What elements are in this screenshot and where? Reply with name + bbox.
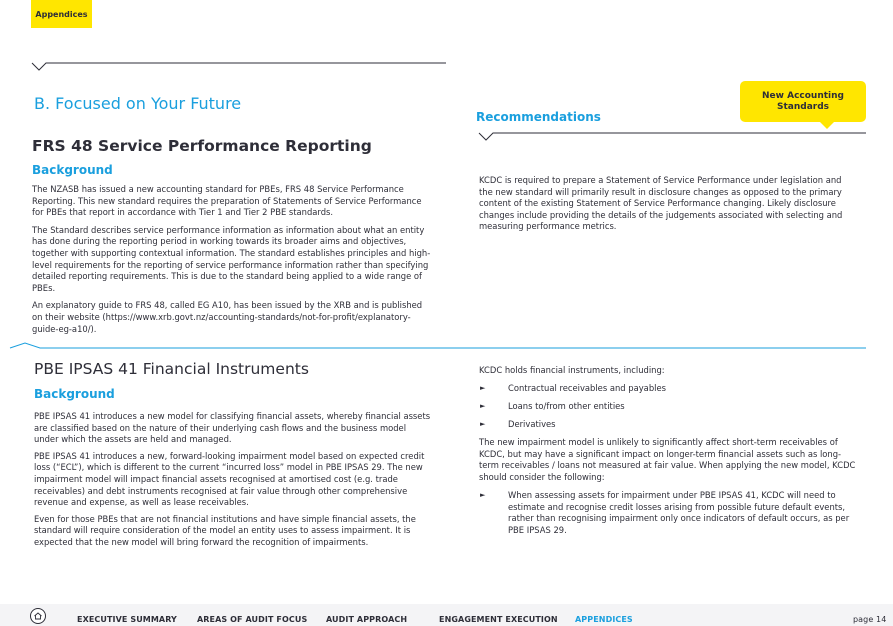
nav-audit-approach[interactable]: AUDIT APPROACH (326, 615, 408, 624)
bullet-icon: ► (480, 491, 486, 499)
list-item-text: When assessing assets for impairment under PBE IPSAS 41, KCDC will need to estimate and recognise credit losses arising from possible future default events, rather than recognising impairment only once indicators of default occurs, as per PBE IPSAS 29. (508, 490, 850, 535)
ipsas41-background-heading: Background (34, 387, 115, 401)
paragraph: An explanatory guide to FRS 48, called EG A10, has been issued by the XRB and is published on their website (https://www.xrb.govt.nz/accounting-standards/not-for-profit/explanatory-guide-eg-a10/). (32, 300, 423, 334)
frs48-body (32, 184, 432, 335)
recommendations-heading: Recommendations (476, 110, 601, 124)
bullet-icon: ► (480, 420, 486, 428)
header-divider (30, 60, 448, 72)
list-item (480, 383, 860, 395)
frs48-background-heading: Background (32, 163, 113, 177)
recommendations-body (479, 175, 857, 233)
home-button[interactable] (30, 608, 46, 624)
section-heading: B. Focused on Your Future (34, 94, 242, 113)
list-item-text: Derivatives (508, 419, 556, 429)
frs48-title: FRS 48 Service Performance Reporting (32, 137, 372, 155)
home-icon (31, 609, 45, 623)
bullet-icon: ► (480, 402, 486, 410)
nav-executive-summary[interactable]: EXECUTIVE SUMMARY (77, 615, 177, 624)
recommendations-divider (477, 130, 868, 142)
paragraph: The new impairment model is unlikely to significantly affect short-term receivables of KCDC, but may have a significant impact on longer-term financial assets such as long-term receivables / loans not measured at fair value. When applying the new model, KCDC should consider the following: (479, 437, 856, 482)
ipsas41-title: PBE IPSAS 41 Financial Instruments (34, 360, 309, 378)
list-item (480, 419, 860, 431)
instruments-intro: KCDC holds financial instruments, including: (479, 365, 665, 375)
callout-label: New Accounting Standards (762, 90, 844, 112)
paragraph: KCDC is required to prepare a Statement of Service Performance under legislation and the new standard will primarily result in disclosure changes as opposed to the primary content of the existing Statement of Service Performance changing. Likely disclosure changes include providing the details of the judgements associated with selecting and measuring performance metrics. (479, 175, 843, 232)
paragraph: The NZASB has issued a new accounting standard for PBEs, FRS 48 Service Performance Reporting. This new standard requires the preparation of Statements of Service Performance for PBEs that report in accordance with Tier 1 and Tier 2 PBE standards. (32, 184, 422, 218)
callout-pointer (820, 122, 834, 129)
bullet-icon: ► (480, 384, 486, 392)
list-item (480, 490, 860, 538)
new-accounting-standards-callout (740, 81, 866, 122)
section-divider (8, 340, 868, 352)
nav-appendices[interactable]: APPENDICES (575, 615, 633, 624)
nav-engagement-execution[interactable]: ENGAGEMENT EXECUTION (439, 615, 558, 624)
section-tag: Appendices (31, 0, 92, 28)
paragraph: PBE IPSAS 41 introduces a new, forward-looking impairment model based on expected credit loss (“ECL”), which is different to the current “incurred loss” model in PBE IPSAS 29. The new impairment model will impact financial assets recognised at amortised cost (e.g. trade receivables) and debt instruments recognised at fair value through other comprehensive revenue and expense, as well as lease receivables. (34, 450, 425, 508)
paragraph: PBE IPSAS 41 introduces a new model for classifying financial assets, whereby financial assets are classified based on the nature of their underlying cash flows and the business model under which the assets are held and managed. (34, 411, 431, 445)
nav-areas-of-audit-focus[interactable]: AREAS OF AUDIT FOCUS (197, 615, 308, 624)
list-item-text: Contractual receivables and payables (508, 383, 666, 393)
page-number: page 14 (853, 615, 887, 624)
paragraph: Even for those PBEs that are not financial institutions and have simple financial assets, the standard will require consideration of the model an entity uses to assess impairment. It is expected that the new model will bring forward the recognition of impairments. (34, 513, 416, 547)
list-item-text: Loans to/from other entities (508, 401, 625, 411)
paragraph: The Standard describes service performance information as information about what an entity has done during the reporting period in working towards its broader aims and objectives, together with supporting contextual information. The standard establishes principles and high-level requirements for the reporting of service performance information rather than specifying detailed reporting requirements. This is due to the standard being applied to a wide range of PBEs. (32, 224, 431, 293)
list-item (480, 401, 860, 413)
ipsas41-body (34, 411, 432, 549)
impairment-body (479, 437, 859, 483)
